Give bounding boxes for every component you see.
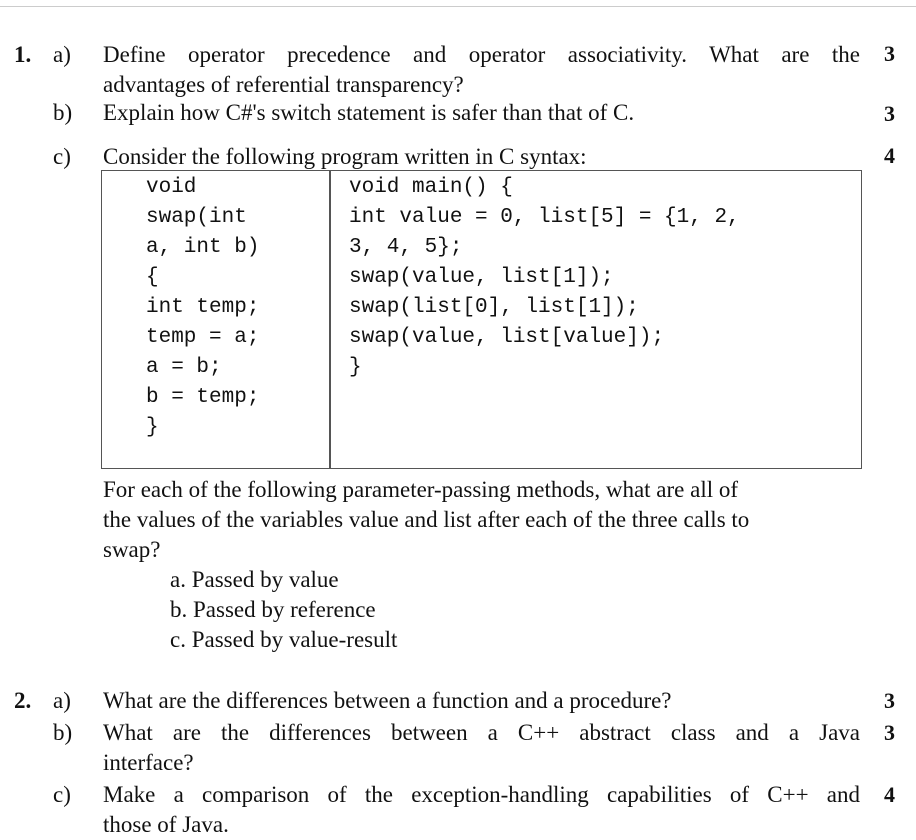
- code-left-line: {: [146, 266, 159, 289]
- q2b-label: b): [53, 720, 73, 745]
- code-right-line: 3, 4, 5};: [349, 236, 463, 259]
- q1c-marks: 4: [884, 143, 895, 168]
- code-left-line: void: [146, 176, 197, 199]
- option-item: b. Passed by reference: [170, 597, 376, 622]
- top-rule: [0, 6, 916, 7]
- q1b-label: b): [53, 100, 73, 125]
- q1b-marks: 3: [884, 101, 895, 126]
- code-left-line: temp = a;: [146, 326, 260, 349]
- q1c-prompt-line1: For each of the following parameter-passing methods, what are all of: [103, 477, 739, 502]
- q1a-text-line2: advantages of referential transparency?: [103, 72, 464, 97]
- code-left-line: int temp;: [146, 296, 260, 319]
- q2a-label: a): [53, 688, 71, 713]
- code-right-line: }: [349, 356, 362, 379]
- question-1-number: 1.: [14, 42, 32, 67]
- code-right-line: void main() {: [349, 176, 513, 199]
- code-left-line: b = temp;: [146, 386, 260, 409]
- code-table: [101, 170, 862, 469]
- question-2-number: 2.: [14, 688, 32, 713]
- code-column-divider: [329, 171, 331, 468]
- q2a-text: What are the differences between a function and a procedure?: [103, 688, 672, 713]
- code-left-line: swap(int: [146, 206, 247, 229]
- q1c-text: Consider the following program written in C syntax:: [103, 144, 587, 169]
- q1a-text-line1: Define operator precedence and operator associativity. What are the: [103, 42, 860, 67]
- q2b-marks: 3: [884, 720, 895, 745]
- q2c-label: c): [53, 782, 71, 807]
- q1a-label: a): [53, 42, 71, 67]
- option-item: a. Passed by value: [170, 567, 339, 592]
- code-right-line: swap(value, list[1]);: [349, 266, 614, 289]
- option-item: c. Passed by value-result: [170, 627, 398, 652]
- q2b-text-line2: interface?: [103, 750, 194, 775]
- q1c-prompt-line3: swap?: [103, 537, 161, 562]
- code-right-line: int value = 0, list[5] = {1, 2,: [349, 206, 740, 229]
- q2a-marks: 3: [884, 688, 895, 713]
- code-left-line: a, int b): [146, 236, 260, 259]
- q1c-label: c): [53, 144, 71, 169]
- code-left-line: }: [146, 416, 159, 439]
- q2c-marks: 4: [884, 782, 895, 807]
- q2c-text-line2: those of Java.: [103, 812, 229, 837]
- q2c-text-line1: Make a comparison of the exception-handling capabilities of C++ and: [103, 782, 860, 807]
- code-right-line: swap(list[0], list[1]);: [349, 296, 639, 319]
- q2b-text-line1: What are the differences between a C++ abstract class and a Java: [103, 720, 860, 745]
- code-left-line: a = b;: [146, 356, 222, 379]
- q1a-marks: 3: [884, 41, 895, 66]
- q1c-prompt-line2: the values of the variables value and list after each of the three calls to: [103, 507, 750, 532]
- code-right-line: swap(value, list[value]);: [349, 326, 665, 349]
- q1b-text: Explain how C#'s switch statement is safer than that of C.: [103, 100, 635, 125]
